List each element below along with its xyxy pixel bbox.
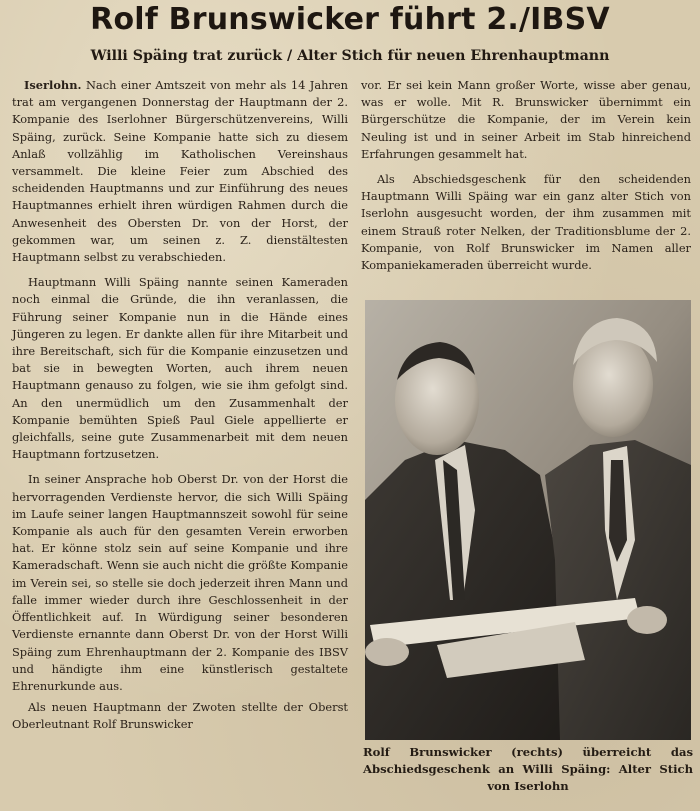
subheadline: Willi Späing trat zurück / Alter Stich für neuen Ehrenhauptmann [90,48,610,64]
paragraph-5: vor. Er sei kein Mann großer Worte, wisse aber genau, was er wolle. Mit R. Brunswicker übernimmt ein Bürgerschütze die Kompanie, der im Verein kein Neuling ist und in seiner Arbeit im Stab hinreichend Erfahrungen gesammelt hat. [361,78,691,161]
paragraph-4: Als neuen Hauptmann der Zwoten stellte der Oberst Oberleutnant Rolf Brunswicker [12,700,348,732]
article-column-left [12,77,348,742]
paragraph-2: Hauptmann Willi Späing nannte seinen Kameraden noch einmal die Gründe, die ihn veranlassen, die Führung seiner Kompanie nun in die Hände eines Jüngeren zu legen. Er dankte allen für ihre Mitarbeit und ihre Bereitschaft, sich für die Kompanie einzusetzen und bat sie in bewegten Worten, auch ihrem neuen Hauptmann genauso zu folgen, wie sie ihm gefolgt sind. An den unermüdlich um den Zusammenhalt der Kompanie bemühten Spieß Paul Giele appellierte er gleichfalls, seine gute Zusammenarbeit mit dem neuen Hauptmann fortzusetzen. [12,275,348,462]
paragraph-3: In seiner Ansprache hob Oberst Dr. von der Horst die hervorragenden Verdienste hervor, die sich Willi Späing im Laufe seiner langen Hauptmannszeit sowohl für seine Kompanie als auch für den gesamten Verein erworben hat. Er könne stolz sein auf seine Kompanie und ihre Kameradschaft. Wenn sie auch nicht die größte Kompanie im Verein sei, so stelle sie doch jederzeit ihren Mann und falle immer wieder durch ihre Geschlossenheit in der Öffentlichkeit auf. In Würdigung seiner besonderen Verdienste ernannte dann Oberst Dr. von der Horst Willi Späing zum Ehrenhauptmann der 2. Kompanie des IBSV und händigte ihm eine künstlerisch gestaltete Ehrenurkunde aus. [12,472,348,693]
photo-caption: Rolf Brunswicker (rechts) überreicht das Abschiedsgeschenk an Willi Späing: Alter Stich von Iserlohn [363,745,693,793]
article-column-right [361,77,691,282]
press-photo [365,300,691,740]
paragraph-6: Als Abschiedsgeschenk für den scheidenden Hauptmann Willi Späing war ein ganz alter Stich von Iserlohn ausgesucht worden, der ihm zusammen mit einem Strauß roter Nelken, der Traditionsblume der 2. Kompanie, von Rolf Brunswicker im Namen aller Kompaniekameraden überreicht wurde. [361,172,691,273]
headline: Rolf Brunswicker führt 2./IBSV [90,2,610,37]
paragraph-1 [12,77,348,266]
paragraph-1-text: Nach einer Amtszeit von mehr als 14 Jahren trat am vergangenen Donnerstag der Hauptmann der 2. Kompanie des Iserlohner Bürgerschützenvereins, Willi Späing, zurück. Seine Kompanie hatte sich zu diesem Anlaß vollzählig im Katholischen Vereinshaus versammelt. Die kleine Feier zum Abschied des scheidenden Hauptmanns und zur Einführung des neues Hauptmannes erhielt ihren würdigen Rahmen durch die Anwesenheit des Obersten Dr. von der Horst, der gekommen war, um seinen z. Z. dienstältesten Hauptmann selbst zu verabschieden. [12,78,349,265]
dateline: Iserlohn. [24,78,82,92]
